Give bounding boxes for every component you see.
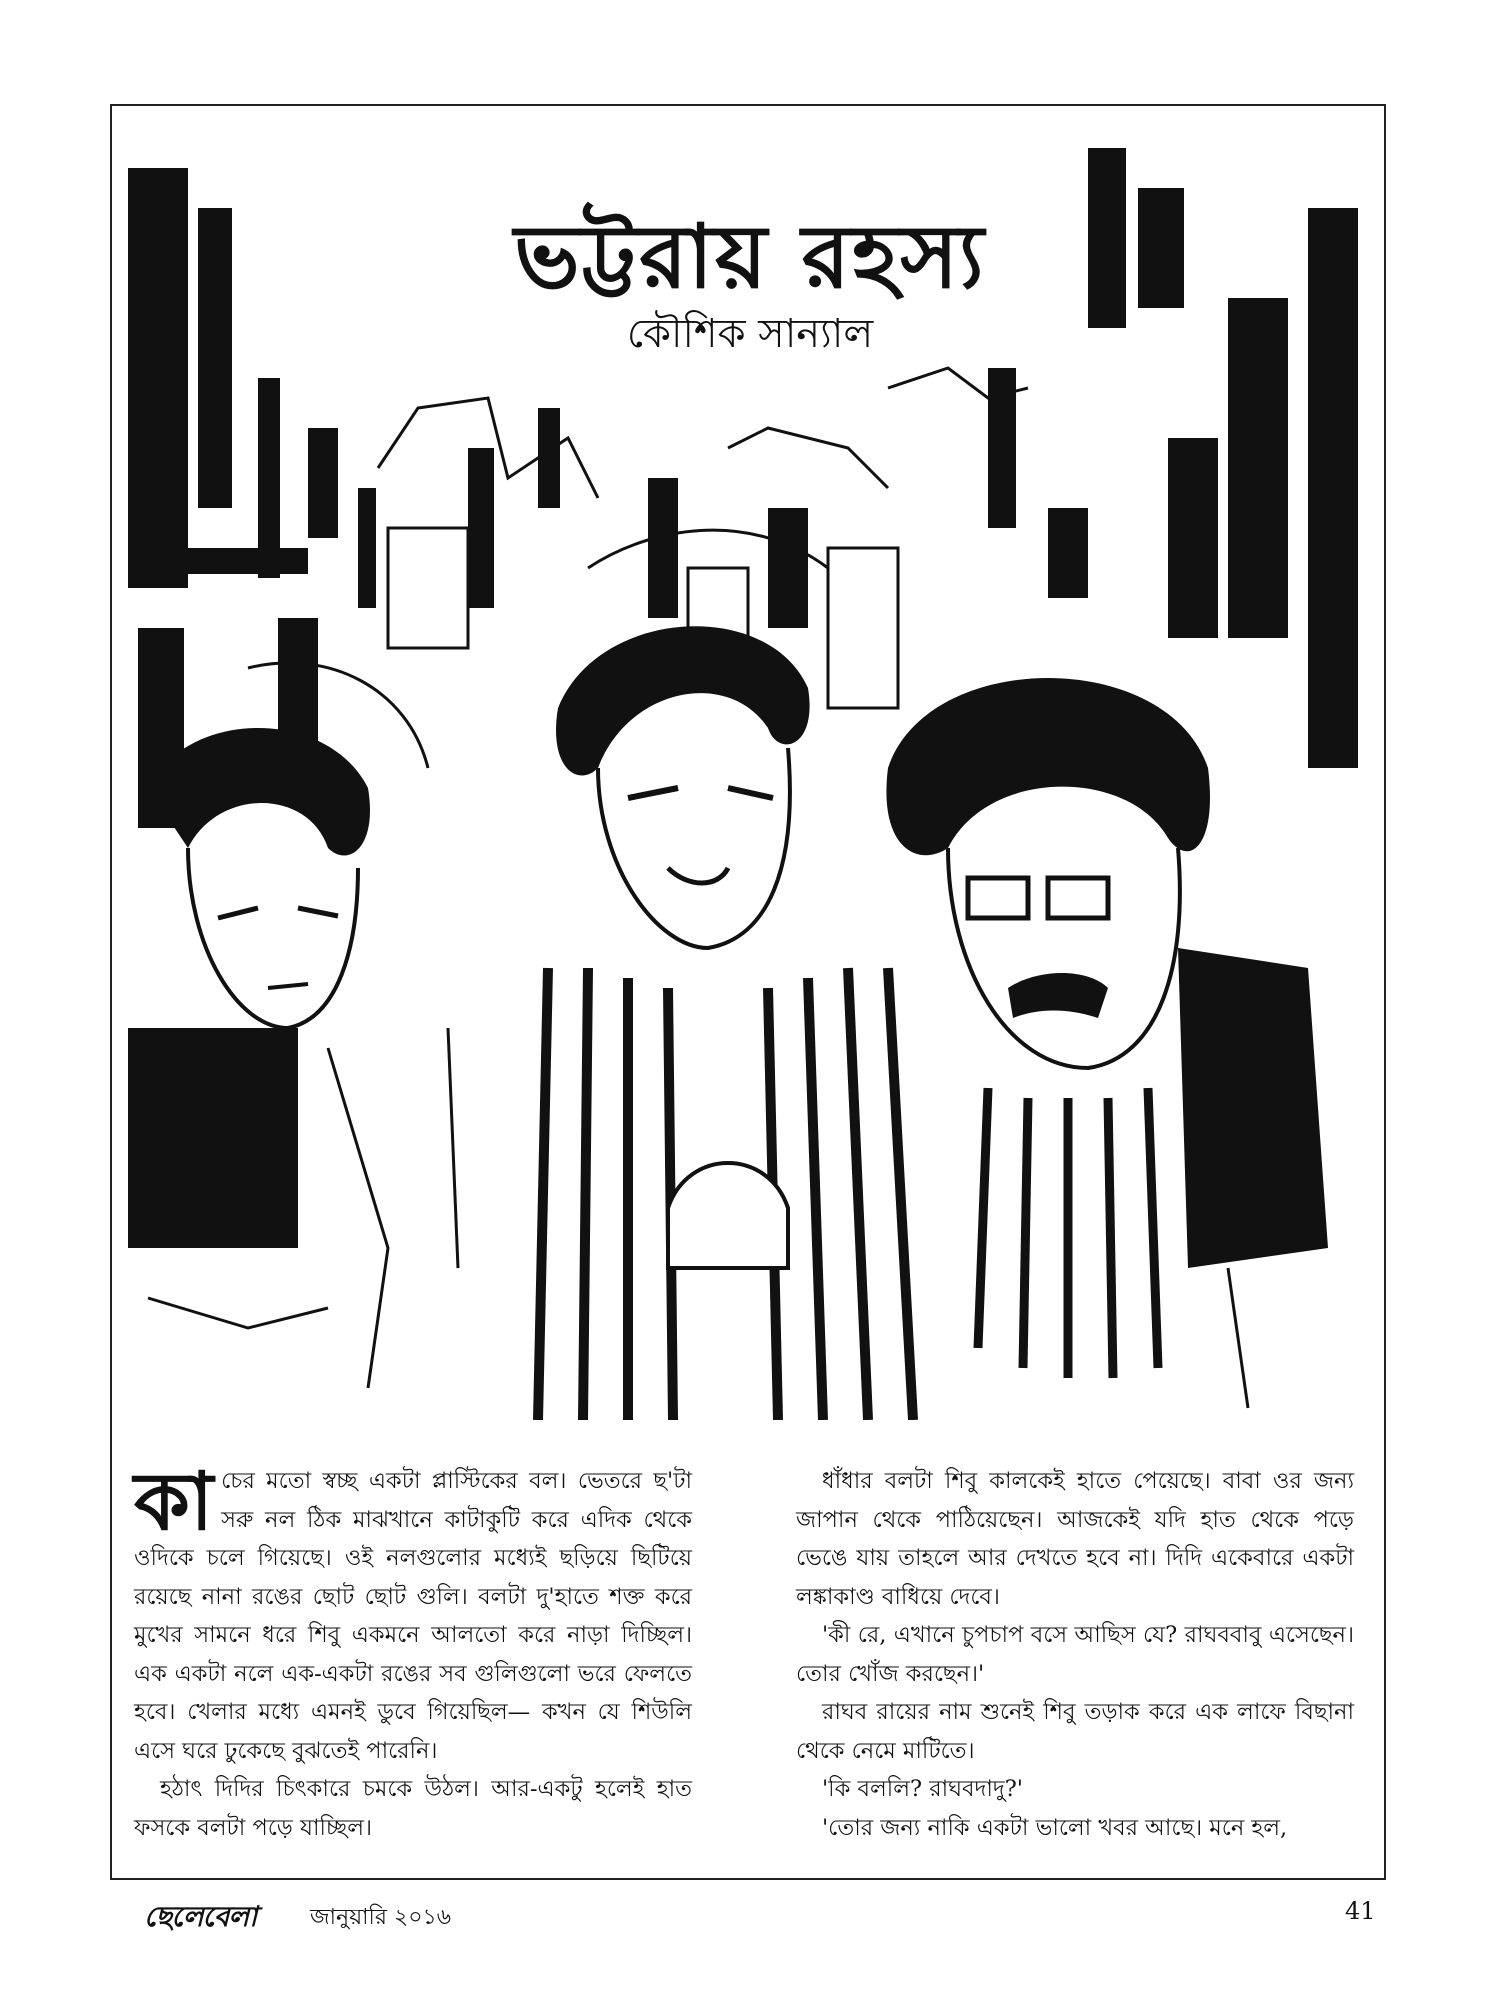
- story-author: কৌশিক সান্যাল: [626, 311, 874, 357]
- paragraph: [134, 1454, 692, 1770]
- paragraph: 'কি বললি? রাঘবদাদু?': [822, 1776, 1023, 1802]
- text-column-right: [796, 1462, 1354, 1847]
- paragraph: রাঘব রায়ের নাম শুনেই শিবু তড়াক করে এক লাফে বিছানা থেকে নেমে মাটিতে।: [796, 1699, 1354, 1764]
- story-title: ভট্টরায় রহস্য: [514, 204, 986, 308]
- magazine-logo: ছেলেবেলা: [144, 1900, 257, 1933]
- paragraph: 'কী রে, এখানে চুপচাপ বসে আছিস যে? রাঘববাবু এসেছেন। তোর খোঁজ করছেন।': [796, 1622, 1354, 1687]
- page-number: 41: [1345, 1897, 1376, 1925]
- drop-cap: কা: [134, 1454, 214, 1548]
- issue-date: জানুয়ারি ২০১৬: [310, 1905, 452, 1930]
- paragraph-text: চের মতো স্বচ্ছ একটা প্লাস্টিকের বল। ভেতরে ছ'টা সরু নল ঠিক মাঝখানে কাটাকুটি করে এদিক থেকে ওদিকে চলে গিয়েছে। ওই নলগুলোর মধ্যেই ছড়িয়ে ছিটিয়ে রয়েছে নানা রঙের ছোট ছোট গুলি। বলটা দু'হাতে শক্ত করে মুখের সামনে ধরে শিবু একমনে আলতো করে নাড়া দিচ্ছিল। এক একটা নলে এক-একটা রঙের সব গুলিগুলো ভরে ফেলতে হবে। খেলার মধ্যে এমনই ডুবে গিয়েছিল— কখন যে শিউলি এসে ঘরে ঢুকেছে বুঝতেই পারেনি।: [134, 1468, 692, 1764]
- text-column-left: [134, 1454, 692, 1847]
- paragraph: 'তোর জন্য নাকি একটা ভালো খবর আছে। মনে হল,: [822, 1814, 1288, 1841]
- paragraph: ধাঁধার বলটা শিবু কালকেই হাতে পেয়েছে। বাবা ওর জন্য জাপান থেকে পাঠিয়েছেন। আজকেই যদি হাত থেকে পড়ে ভেঙে যায় তাহলে আর দেখতে হবে না। দিদি একেবারে একটা লঙ্কাকাণ্ড বাধিয়ে দেবে।: [796, 1468, 1354, 1610]
- paragraph: হঠাৎ দিদির চিৎকারে চমকে উঠল। আর-একটু হলেই হাত ফসকে বলটা পড়ে যাচ্ছিল।: [134, 1776, 692, 1841]
